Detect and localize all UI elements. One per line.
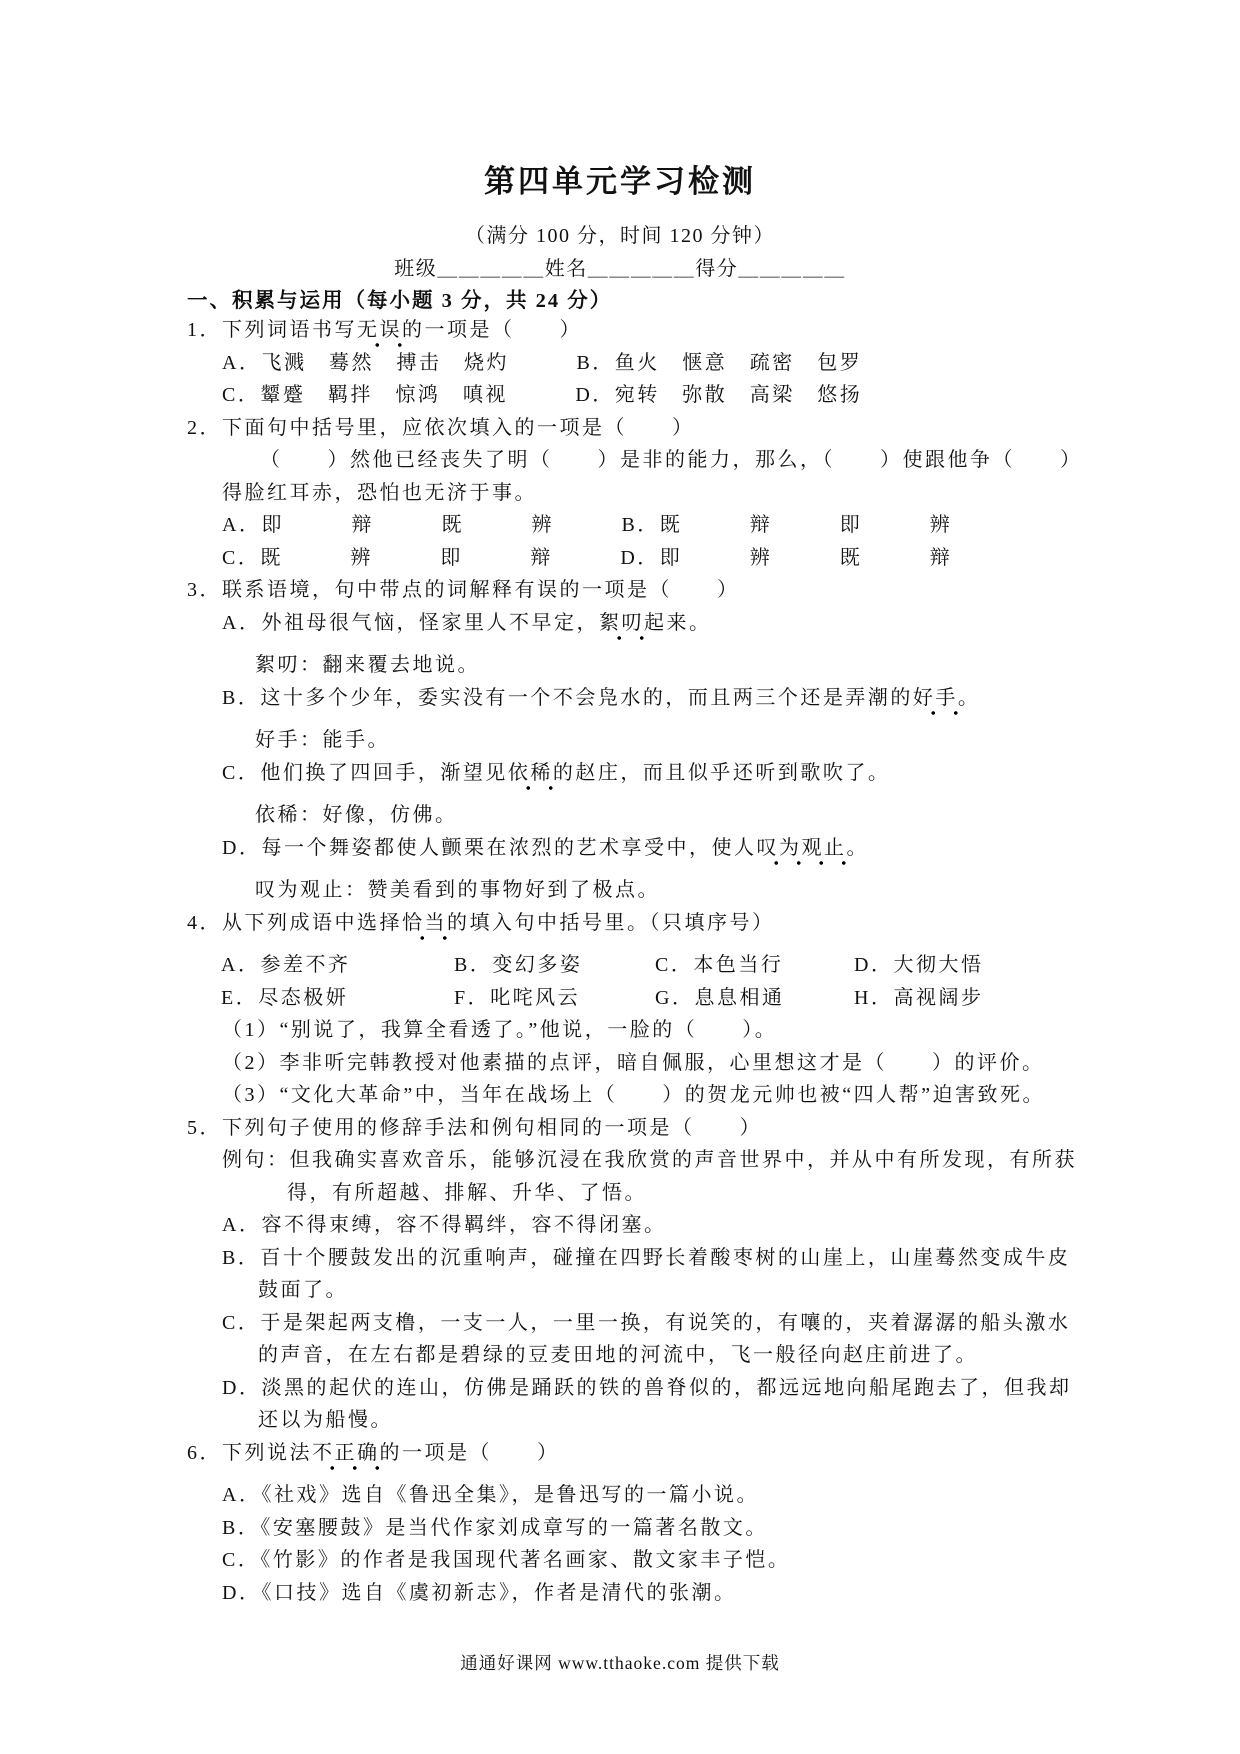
line-text: 得，有所超越、排解、升华、了悟。 [287, 1181, 647, 1204]
line-text: B．百十个腰鼓发出的沉重响声，碰撞在四野长着酸枣树的山崖上，山崖蓦然变成牛皮 [222, 1246, 1071, 1269]
line-text: A．飞溅 蓦然 搏击 烧灼 B．鱼火 惬意 疏密 包罗 [222, 351, 863, 374]
line-text: D．每一个舞姿都使人颤栗在浓烈的艺术享受中，使人 [222, 836, 757, 859]
document-line [0, 724, 1100, 757]
line-text: （2）李非听完韩教授对他素描的点评，暗自佩服，心里想这才是（ ）的评价。 [222, 1051, 1045, 1074]
document-line [0, 982, 1100, 1015]
line-text: 。 [846, 836, 869, 859]
document-line [0, 1177, 1100, 1210]
document-line [0, 1079, 1100, 1112]
line-text: 的填入句中括号里。（只填序号） [447, 911, 775, 934]
line-text: D．淡黑的起伏的连山，仿佛是踊跃的铁的兽脊似的，都远远地向船尾跑去了，但我却 [222, 1376, 1072, 1399]
emphasized-word: 依稀 [508, 762, 553, 791]
line-text: 鼓面了。 [258, 1279, 348, 1301]
document-line [0, 832, 1100, 865]
line-text: 还以为船慢。 [258, 1409, 393, 1431]
footer-watermark: 通通好课网 www.tthaoke.com 提供下载 [460, 1653, 780, 1673]
emphasized-word: 不正确 [312, 1442, 380, 1471]
document-line [0, 1577, 1100, 1610]
line-text: 4．从下列成语中选择 [187, 911, 402, 934]
line-text: 的声音，在左右都是碧绿的豆麦田地的河流中，飞一般径向赵庄前进了。 [258, 1344, 978, 1366]
emphasized-word: 恰当 [402, 912, 447, 941]
line-text: 的赵庄，而且似乎还听到歌吹了。 [552, 761, 891, 784]
idiom-option: D．大彻大悟 [854, 954, 984, 976]
document-line [0, 1144, 1100, 1177]
document-line [0, 477, 1100, 510]
line-text: 。 [957, 686, 981, 709]
document-line [0, 1437, 1100, 1470]
idiom-option: H．高视阔步 [854, 986, 984, 1009]
line-text: 的一项是（ ） [379, 1441, 560, 1464]
line-text: A．外祖母很气恼，怪家里人不早定， [222, 611, 599, 634]
emphasized-word: 好手 [913, 687, 958, 716]
document-line [0, 1339, 1100, 1372]
document-line [0, 1372, 1100, 1405]
document-line [0, 907, 1100, 940]
document-line [0, 1307, 1100, 1340]
emphasized-word: 无误 [357, 319, 402, 348]
document-lines [0, 314, 1100, 1609]
document-line [0, 1479, 1100, 1512]
line-text: 2．下面句中括号里，应依次填入的一项是（ ） [187, 416, 695, 439]
document-line [0, 1112, 1100, 1145]
line-text: 的一项是（ ） [402, 319, 582, 341]
line-text: 好手：能手。 [255, 729, 390, 751]
document-line [0, 347, 1100, 380]
document-line [0, 1404, 1100, 1437]
document-line [0, 682, 1100, 715]
idiom-option: C．本色当行 [655, 954, 784, 976]
document-line [0, 1512, 1100, 1545]
line-text: （ ）然他已经丧失了明（ ）是非的能力，那么，（ ）使跟他争（ ） [260, 449, 1083, 471]
idiom-option: E．尽态极妍 [221, 986, 349, 1009]
line-text: B．《安塞腰鼓》是当代作家刘成章写的一篇著名散文。 [222, 1516, 768, 1539]
line-text: C．于是架起两支橹，一支一人，一里一换，有说笑的，有嚷的，夹着潺潺的船头激水 [222, 1311, 1071, 1334]
line-text: C．他们换了四回手，渐望见 [222, 761, 508, 784]
line-text: A．即 辩 既 辨 B．既 辩 即 辨 [222, 514, 953, 536]
line-text: A．容不得束缚，容不得羁绊，容不得闭塞。 [222, 1214, 667, 1236]
section-heading: 一、积累与运用（每小题 3 分，共 24 分） [187, 290, 613, 312]
document-line [0, 1242, 1100, 1275]
document-line [0, 799, 1100, 832]
idiom-option: F．叱咤风云 [454, 986, 581, 1009]
document-line [0, 1047, 1100, 1080]
document-line [0, 757, 1100, 790]
emphasized-word: 叹为观止 [756, 837, 846, 866]
document-line [0, 509, 1100, 542]
line-text: 3．联系语境，句中带点的词解释有误的一项是（ ） [187, 579, 740, 601]
line-text: （1）“别说了，我算全看透了。”他说，一脸的（ ）。 [222, 1019, 778, 1041]
line-text: 絮叨：翻来覆去地说。 [255, 654, 480, 676]
line-text: C．颦蹙 羁拌 惊鸿 嗔视 D．宛转 弥散 高梁 悠扬 [222, 384, 863, 406]
line-text: 例句：但我确实喜欢音乐，能够沉浸在我欣赏的声音世界中，并从中有所发现，有所获 [222, 1149, 1077, 1171]
document-line [0, 649, 1100, 682]
line-text: D．《口技》选自《虞初新志》，作者是清代的张潮。 [222, 1581, 737, 1604]
document-line [0, 574, 1100, 607]
idiom-option: B．变幻多姿 [454, 954, 583, 976]
score-time-subtitle: （满分 100 分，时间 120 分钟） [465, 225, 775, 247]
line-text: C．既 辨 即 辩 D．即 辨 既 辩 [222, 546, 953, 569]
idiom-option: A．参差不齐 [221, 954, 351, 976]
line-text: 5．下列句子使用的修辞手法和例句相同的一项是（ ） [187, 1116, 762, 1139]
line-text: 6．下列说法 [187, 1441, 312, 1464]
document-line [0, 444, 1100, 477]
document-line [0, 1544, 1100, 1577]
line-text: 叹为观止：赞美看到的事物好到了极点。 [255, 879, 660, 901]
line-text: 依稀：好像，仿佛。 [255, 804, 458, 826]
document-line [0, 1014, 1100, 1047]
document-line [0, 1209, 1100, 1242]
document-line [0, 314, 1100, 347]
document-line [0, 874, 1100, 907]
document-line [0, 379, 1100, 412]
class-name-score-blanks: 班级＿＿＿＿＿姓名＿＿＿＿＿得分＿＿＿＿＿ [394, 258, 846, 280]
document-line [0, 542, 1100, 575]
line-text: 得脸红耳赤，恐怕也无济于事。 [222, 481, 537, 504]
line-text: A．《社戏》选自《鲁迅全集》，是鲁迅写的一篇小说。 [222, 1484, 759, 1506]
emphasized-word: 絮叨 [599, 612, 644, 641]
page-title: 第四单元学习检测 [484, 164, 756, 199]
line-text: 起来。 [643, 611, 712, 634]
line-text: C．《竹影》的作者是我国现代著名画家、散文家丰子恺。 [222, 1549, 791, 1571]
document-line [0, 607, 1100, 640]
line-text: B．这十多个少年，委实没有一个不会凫水的，而且两三个还是弄潮的 [222, 686, 913, 709]
idiom-option: G．息息相通 [655, 986, 785, 1009]
document-line [0, 949, 1100, 982]
line-text: （3）“文化大革命”中，当年在战场上（ ）的贺龙元帅也被“四人帮”迫害致死。 [222, 1084, 1046, 1106]
line-text: 1．下列词语书写 [187, 319, 357, 341]
document-line [0, 1274, 1100, 1307]
document-line [0, 412, 1100, 445]
